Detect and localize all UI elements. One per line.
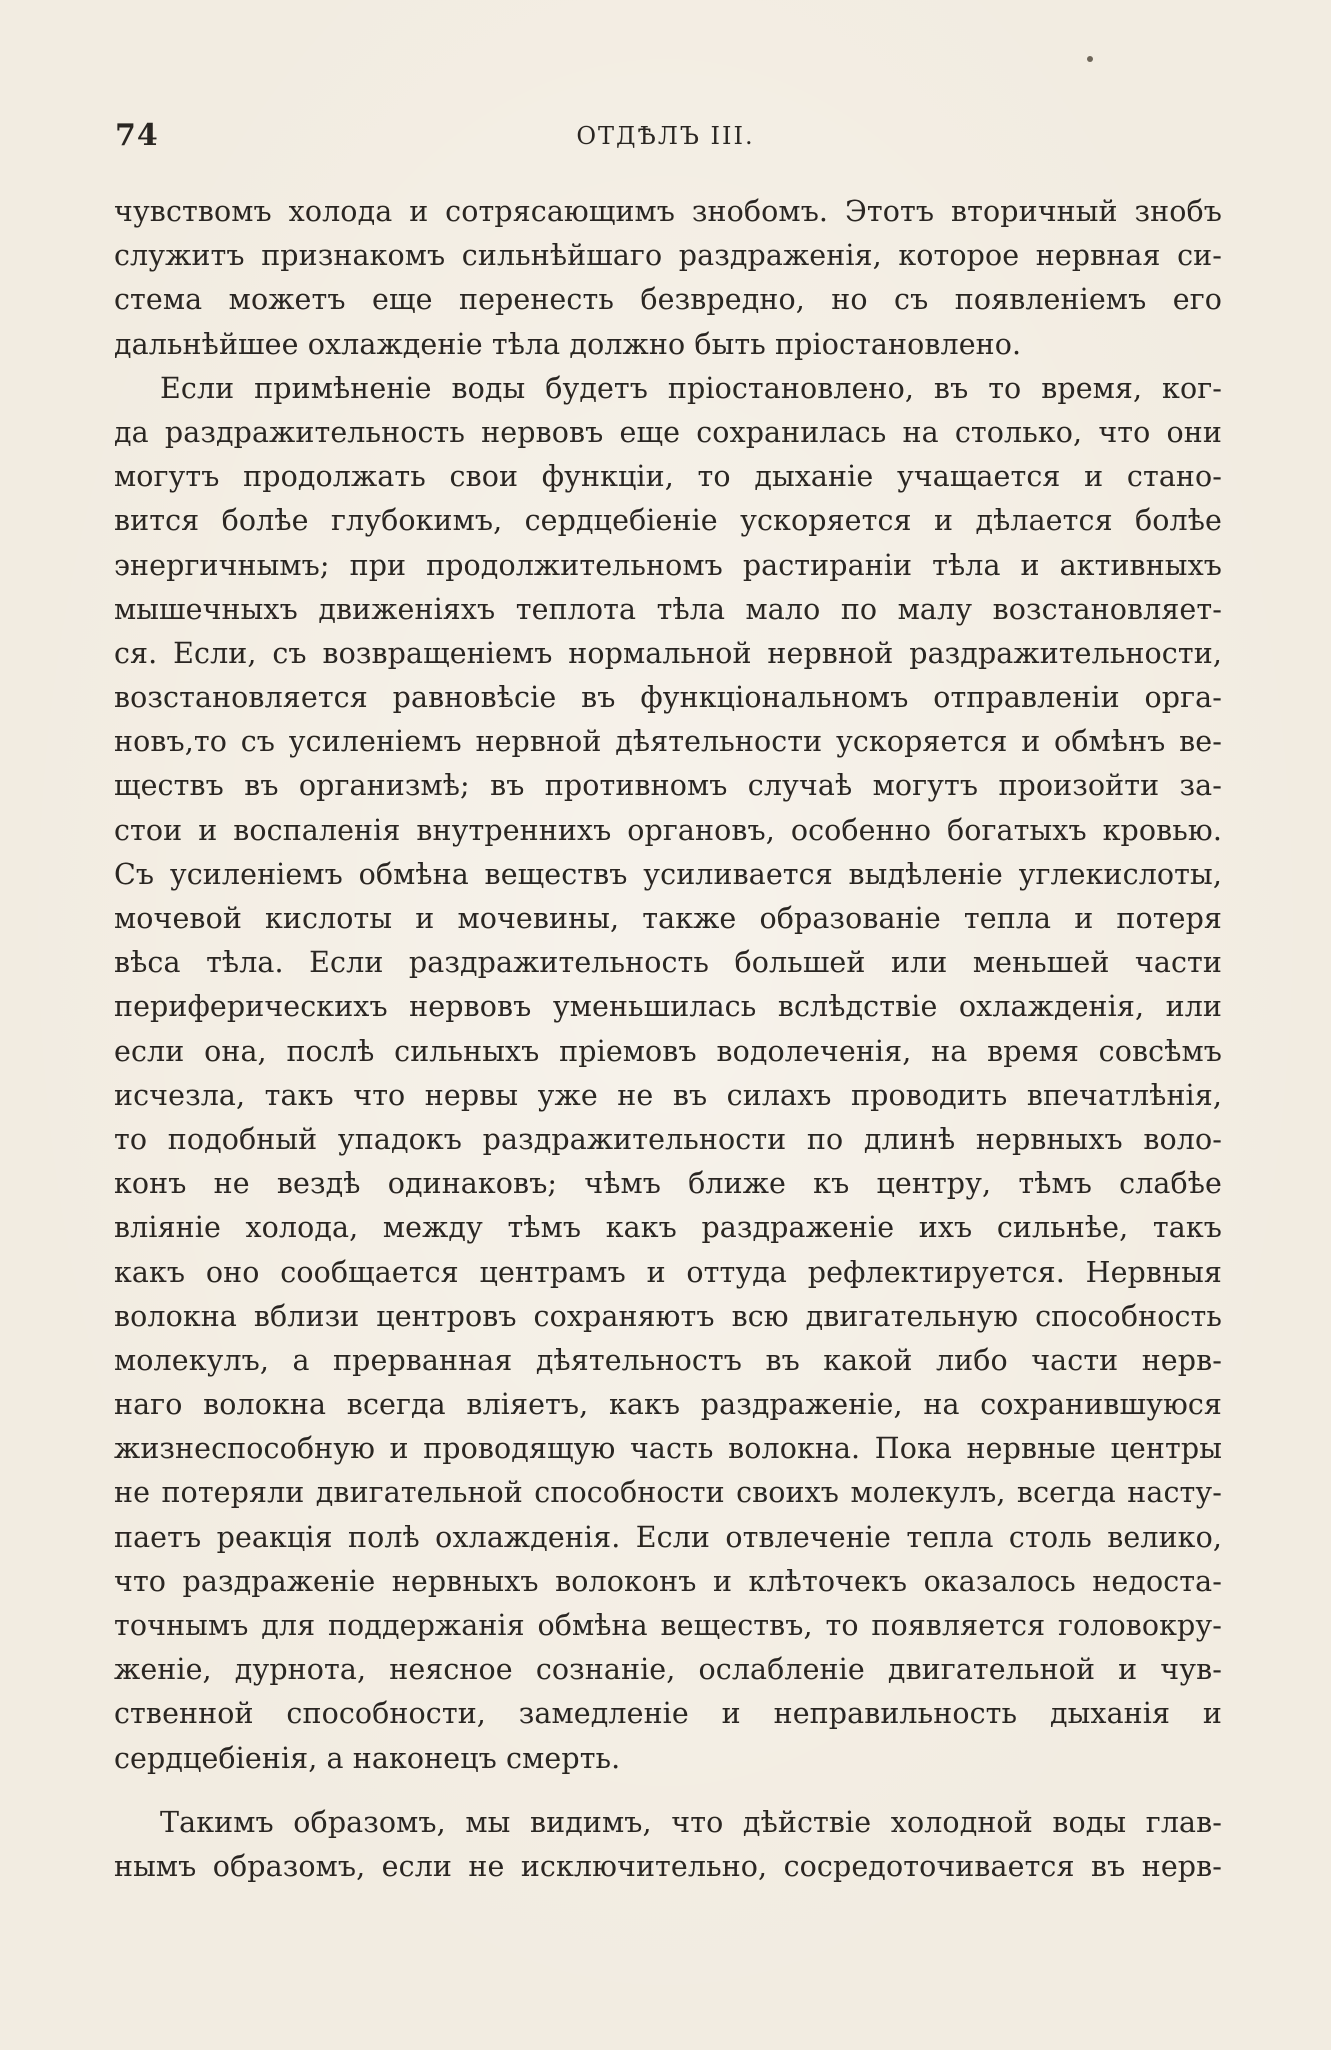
text-line: стои и воспаленія внутреннихъ органовъ, особенно богатыхъ кровью. [114,813,1222,847]
text-line: нымъ образомъ, если не исключительно, сосредоточивается въ нерв- [114,1849,1222,1883]
text-line: ственной способности, замедленіе и неправильность дыханія и [114,1697,1222,1731]
text-line: дальнѣйшее охлажденіе тѣла должно быть пріостановлено. [114,327,1022,361]
running-head: ОТДѢЛЪ III. [576,122,755,150]
text-line: Съ усиленіемъ обмѣна веществъ усиливается выдѣленіе углекислоты, [114,857,1222,891]
text-line: вліяніе холода, между тѣмъ какъ раздраженіе ихъ сильнѣе, такъ [114,1211,1222,1245]
text-line: возстановляется равновѣсіе въ функціональномъ отправленіи орга- [114,681,1222,715]
text-line: женіе, дурнота, неясное сознаніе, ослабленіе двигательной и чув- [114,1653,1222,1687]
text-line: Если примѣненіе воды будетъ пріостановлено, въ то время, ког- [160,371,1222,405]
text-line: конъ не вездѣ одинаковъ; чѣмъ ближе къ центру, тѣмъ слабѣе [114,1167,1222,1201]
text-line: что раздраженіе нервныхъ волоконъ и клѣточекъ оказалось недоста- [114,1564,1222,1598]
paragraph-gap [114,1781,1222,1801]
text-line: чувствомъ холода и сотрясающимъ знобомъ. Этотъ вторичный знобъ [114,195,1222,228]
text-line: наго волокна всегда вліяетъ, какъ раздраженіе, на сохранившуюся [114,1388,1222,1422]
text-line: могутъ продолжать свои функціи, то дыханіе учащается и стано- [114,460,1222,494]
text-line: не потеряли двигательной способности своихъ молекулъ, всегда насту- [114,1476,1222,1510]
text-line: волокна вблизи центровъ сохраняютъ всю двигательную способность [114,1299,1222,1333]
text-line: то подобный упадокъ раздражительности по длинѣ нервныхъ воло- [114,1122,1222,1156]
text-line: молекулъ, а прерванная дѣятельностъ въ какой либо части нерв- [114,1343,1222,1377]
page-number: 74 [115,118,159,153]
text-line: стема можетъ еще перенесть безвредно, но съ появленіемъ его [114,283,1222,317]
text-line: ществъ въ организмѣ; въ противномъ случаѣ могутъ произойти за- [114,769,1222,803]
text-line: мышечныхъ движеніяхъ теплота тѣла мало по малу возстановляет- [114,592,1222,626]
paper-speck [1087,56,1093,62]
text-line: сердцебіенія, а наконецъ смерть. [114,1741,621,1775]
body-text [114,190,1222,1889]
text-line: если она, послѣ сильныхъ пріемовъ водолеченія, на время совсѣмъ [114,1034,1222,1068]
text-line: мочевой кислоты и мочевины, также образованіе тепла и потеря [114,902,1222,935]
text-line: точнымъ для поддержанія обмѣна веществъ, то появляется головокру- [114,1609,1222,1642]
text-line: энергичнымъ; при продолжительномъ растираніи тѣла и активныхъ [114,548,1222,582]
text-line: периферическихъ нервовъ уменьшилась вслѣдствіе охлажденія, или [114,990,1222,1024]
text-line: Такимъ образомъ, мы видимъ, что дѣйствіе холодной воды глав- [160,1805,1222,1839]
text-line: какъ оно сообщается центрамъ и оттуда рефлектируется. Нервныя [114,1255,1222,1289]
text-line: вѣса тѣла. Если раздражительность большей или меньшей части [114,946,1222,980]
text-line: жизнеспособную и проводящую часть волокна. Пока нервные центры [114,1432,1222,1466]
text-line: паетъ реакція полѣ охлажденія. Если отвлеченіе тепла столь велико, [114,1520,1222,1554]
text-line: новъ,то съ усиленіемъ нервной дѣятельности ускоряется и обмѣнъ ве- [114,725,1222,759]
text-line: служитъ признакомъ сильнѣйшаго раздраженія, которое нервная си- [114,239,1222,273]
text-line: ся. Если, съ возвращеніемъ нормальной нервной раздражительности, [114,636,1222,670]
text-line: да раздражительность нервовъ еще сохранилась на столько, что они [114,415,1222,449]
text-line: вится болѣе глубокимъ, сердцебіеніе ускоряется и дѣлается болѣе [114,504,1222,538]
text-line: исчезла, такъ что нервы уже не въ силахъ проводить впечатлѣнія, [114,1078,1222,1112]
